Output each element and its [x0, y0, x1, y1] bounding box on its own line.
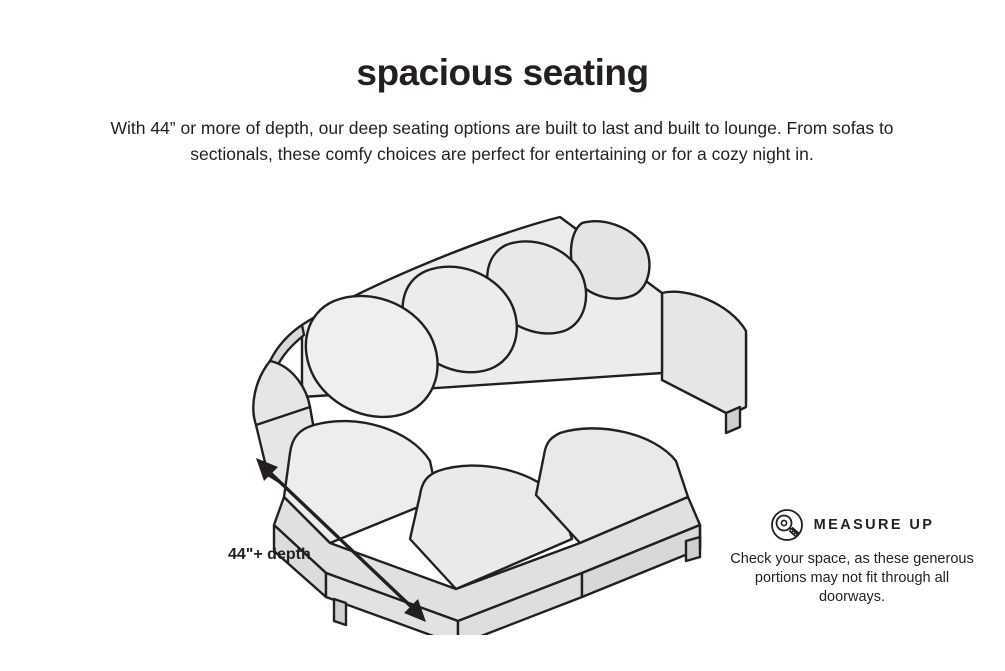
depth-label: 44"+ depth	[228, 546, 311, 563]
page-subcopy: With 44” or more of depth, our deep seating options are built to last and built to lounge. From sofas to sectionals, these comfy choices are perfect for entertaining or for a cozy night in.	[110, 118, 894, 164]
measure-up-block	[727, 508, 977, 607]
sofa-illustration	[230, 175, 790, 635]
sofa-line-drawing	[230, 175, 790, 635]
page-title: spacious seating	[356, 52, 649, 93]
tape-measure-icon	[770, 508, 804, 542]
measure-up-note: Check your space, as these generous portions may not fit through all doorways.	[730, 551, 974, 605]
measure-up-heading	[727, 508, 977, 542]
measure-up-title: MEASURE UP	[813, 517, 935, 533]
